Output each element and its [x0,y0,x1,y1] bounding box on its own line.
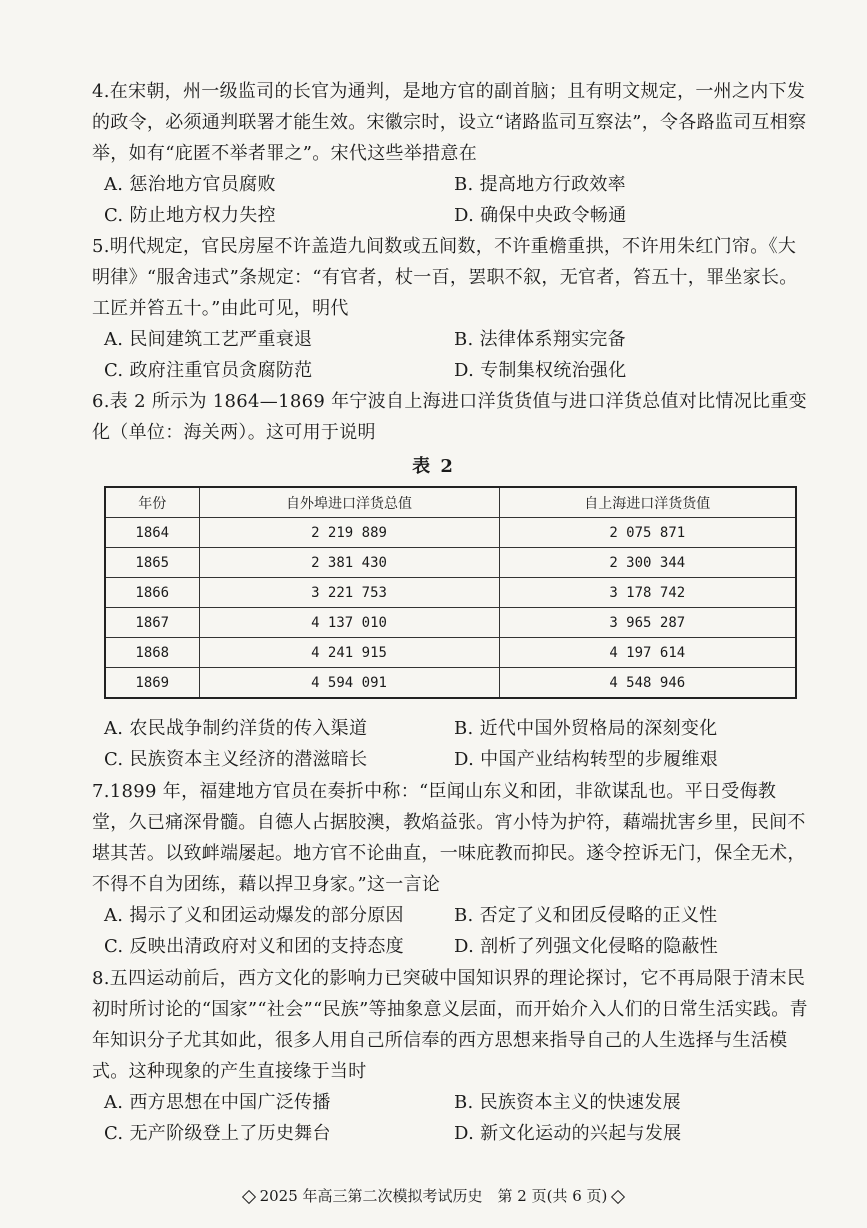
question-7-stem: 7.1899 年，福建地方官员在奏折中称：“臣闻山东义和团，非欲谋乱也。平日受侮教堂，久已痛深骨髓。自德人占据胶澳，教焰益张。宵小恃为护符，藉端扰害乡里，民间不堪其苦。以致衅端屡起。地方官不论曲直，一味庇教而抑民。遂令控诉无门，保全无术，不得不自为团练，藉以捍卫身家。”这一言论 [92,781,806,895]
cell-year: 1867 [105,608,199,638]
cell-total: 4 137 010 [199,608,499,638]
cell-shanghai: 2 075 871 [499,518,796,548]
cell-shanghai: 3 178 742 [499,578,796,608]
header-year: 年份 [105,487,199,518]
option-b: B. 提高地方行政效率 [454,174,626,195]
question-5-stem: 5.明代规定，官民房屋不许盖造九间数或五间数，不许重檐重拱，不许用朱红门帘。《大明律》“服舍违式”条规定：“有官者，杖一百，罢职不叙，无官者，笞五十，罪坐家长。工匠并笞五十。”由此可见，明代 [92,236,798,319]
option-b: B. 近代中国外贸格局的深刻变化 [454,718,718,739]
cell-year: 1865 [105,548,199,578]
cell-total: 4 594 091 [199,668,499,699]
cell-year: 1869 [105,668,199,699]
cell-shanghai: 2 300 344 [499,548,796,578]
table-row [105,668,796,699]
option-c: C. 民族资本主义经济的潜滋暗长 [104,749,368,770]
footer-text: 2025 年高三第二次模拟考试历史 第 2 页(共 6 页) [259,1187,608,1205]
diamond-icon [242,1190,256,1204]
question-6-options [92,713,812,775]
option-c: C. 政府注重官员贪腐防范 [104,360,313,381]
option-d: D. 中国产业结构转型的步履维艰 [454,749,719,770]
table-row [105,608,796,638]
option-d: D. 专制集权统治强化 [454,360,627,381]
table-header-row [105,487,796,518]
option-c: C. 反映出清政府对义和团的支持态度 [104,936,404,957]
data-table [104,486,797,699]
page-footer [0,1185,867,1206]
cell-year: 1868 [105,638,199,668]
option-d: D. 剖析了列强文化侵略的隐蔽性 [454,936,719,957]
question-6 [92,386,812,448]
cell-total: 2 219 889 [199,518,499,548]
header-total: 自外埠进口洋货总值 [199,487,499,518]
option-b: B. 否定了义和团反侵略的正义性 [454,905,718,926]
table-row [105,548,796,578]
table-caption: 表 2 [412,456,455,477]
question-8-stem: 8.五四运动前后，西方文化的影响力已突破中国知识界的理论探讨，它不再局限于清末民初时所讨论的“国家”“社会”“民族”等抽象意义层面，而开始介入人们的日常生活实践。青年知识分子尤其如此，很多人用自己所信奉的西方思想来指导自己的人生选择与生活模式。这种现象的产生直接缘于当时 [92,968,808,1082]
cell-year: 1866 [105,578,199,608]
question-8 [92,963,812,1149]
cell-shanghai: 4 548 946 [499,668,796,699]
cell-shanghai: 4 197 614 [499,638,796,668]
cell-year: 1864 [105,518,199,548]
table-row [105,638,796,668]
diamond-icon [611,1190,625,1204]
question-7 [92,776,812,962]
cell-shanghai: 3 965 287 [499,608,796,638]
cell-total: 3 221 753 [199,578,499,608]
option-c: C. 无产阶级登上了历史舞台 [104,1123,331,1144]
option-a: A. 惩治地方官员腐败 [104,174,276,195]
option-b: B. 民族资本主义的快速发展 [454,1092,681,1113]
question-4-stem: 4.在宋朝，州一级监司的长官为通判，是地方官的副首脑；且有明文规定，一州之内下发的政令，必须通判联署才能生效。宋徽宗时，设立“诸路监司互察法”，令各路监司互相察举，如有“庇匿不举者罪之”。宋代这些举措意在 [92,81,807,164]
cell-total: 4 241 915 [199,638,499,668]
option-a: A. 西方思想在中国广泛传播 [104,1092,331,1113]
header-shanghai: 自上海进口洋货货值 [499,487,796,518]
question-5 [92,231,812,386]
option-a: A. 民间建筑工艺严重衰退 [104,329,313,350]
table-row [105,518,796,548]
option-d: D. 确保中央政令畅通 [454,205,627,226]
option-c: C. 防止地方权力失控 [104,205,276,226]
table-row [105,578,796,608]
option-a: A. 揭示了义和团运动爆发的部分原因 [104,905,404,926]
option-b: B. 法律体系翔实完备 [454,329,626,350]
option-a: A. 农民战争制约洋货的传入渠道 [104,718,368,739]
option-d: D. 新文化运动的兴起与发展 [454,1123,682,1144]
question-6-stem: 6.表 2 所示为 1864—1869 年宁波自上海进口洋货货值与进口洋货总值对比情况比重变化（单位：海关两）。这可用于说明 [92,391,807,443]
question-4 [92,76,812,231]
cell-total: 2 381 430 [199,548,499,578]
